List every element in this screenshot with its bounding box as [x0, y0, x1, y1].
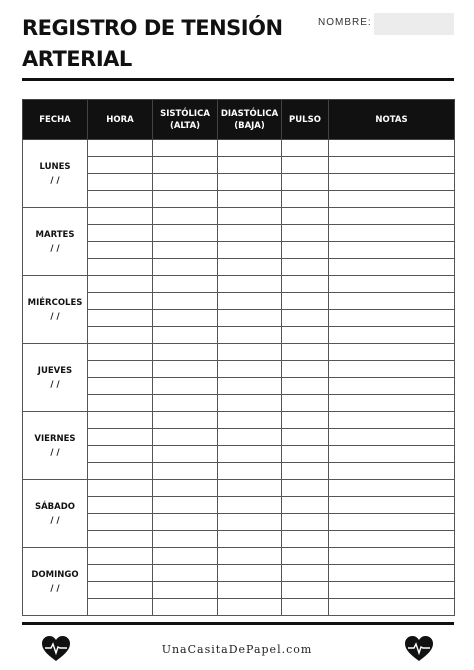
notes-cell[interactable] [329, 395, 455, 412]
notes-cell[interactable] [329, 514, 455, 531]
notes-cell[interactable] [329, 310, 455, 327]
notes-cell[interactable] [329, 344, 455, 361]
pulse-cell[interactable] [282, 429, 329, 446]
systolic-cell[interactable] [153, 565, 218, 582]
table-row [23, 208, 455, 225]
time-cell[interactable] [88, 276, 153, 293]
pulse-cell[interactable] [282, 480, 329, 497]
table-row [23, 191, 455, 208]
notes-cell[interactable] [329, 293, 455, 310]
pulse-cell[interactable] [282, 548, 329, 565]
column-header-hora: HORA [88, 100, 153, 140]
pulse-cell[interactable] [282, 293, 329, 310]
table-row [23, 157, 455, 174]
table-header-row [23, 100, 455, 140]
systolic-cell[interactable] [153, 310, 218, 327]
systolic-cell[interactable] [153, 191, 218, 208]
name-field[interactable] [374, 13, 454, 35]
notes-cell[interactable] [329, 208, 455, 225]
table-row [23, 599, 455, 616]
time-cell[interactable] [88, 446, 153, 463]
pulse-cell[interactable] [282, 565, 329, 582]
time-cell[interactable] [88, 463, 153, 480]
date-cell[interactable] [23, 548, 88, 616]
systolic-cell[interactable] [153, 497, 218, 514]
notes-cell[interactable] [329, 480, 455, 497]
systolic-cell[interactable] [153, 361, 218, 378]
date-blank[interactable]: / / [50, 311, 60, 322]
date-blank[interactable]: / / [50, 447, 60, 458]
notes-cell[interactable] [329, 565, 455, 582]
table-row [23, 344, 455, 361]
table-row [23, 531, 455, 548]
time-cell[interactable] [88, 531, 153, 548]
diastolic-cell[interactable] [218, 157, 282, 174]
pulse-cell[interactable] [282, 174, 329, 191]
table-row [23, 140, 455, 157]
diastolic-cell[interactable] [218, 361, 282, 378]
pulse-cell[interactable] [282, 599, 329, 616]
notes-cell[interactable] [329, 429, 455, 446]
pulse-cell[interactable] [282, 225, 329, 242]
diastolic-cell[interactable] [218, 446, 282, 463]
table-row [23, 361, 455, 378]
pulse-cell[interactable] [282, 463, 329, 480]
date-blank[interactable]: / / [50, 515, 60, 526]
table-row [23, 565, 455, 582]
systolic-cell[interactable] [153, 463, 218, 480]
notes-cell[interactable] [329, 548, 455, 565]
time-cell[interactable] [88, 548, 153, 565]
pulse-cell[interactable] [282, 208, 329, 225]
time-cell[interactable] [88, 395, 153, 412]
notes-cell[interactable] [329, 582, 455, 599]
diastolic-cell[interactable] [218, 140, 282, 157]
time-cell[interactable] [88, 480, 153, 497]
table-row [23, 395, 455, 412]
time-cell[interactable] [88, 310, 153, 327]
name-label: NOMBRE: [318, 17, 372, 28]
pulse-cell[interactable] [282, 157, 329, 174]
column-header-pulso: PULSO [282, 100, 329, 140]
systolic-cell[interactable] [153, 140, 218, 157]
systolic-cell[interactable] [153, 548, 218, 565]
notes-cell[interactable] [329, 463, 455, 480]
pulse-cell[interactable] [282, 497, 329, 514]
date-cell[interactable] [23, 208, 88, 276]
notes-cell[interactable] [329, 412, 455, 429]
systolic-cell[interactable] [153, 208, 218, 225]
systolic-cell[interactable] [153, 395, 218, 412]
systolic-cell[interactable] [153, 259, 218, 276]
time-cell[interactable] [88, 565, 153, 582]
diastolic-cell[interactable] [218, 259, 282, 276]
table-row [23, 548, 455, 565]
diastolic-cell[interactable] [218, 599, 282, 616]
day-name: SÁBADO [34, 501, 76, 512]
systolic-cell[interactable] [153, 242, 218, 259]
diastolic-cell[interactable] [218, 242, 282, 259]
table-row [23, 225, 455, 242]
diastolic-cell[interactable] [218, 582, 282, 599]
header-divider [22, 78, 454, 81]
systolic-cell[interactable] [153, 599, 218, 616]
table-body [23, 140, 455, 616]
diastolic-cell[interactable] [218, 395, 282, 412]
notes-cell[interactable] [329, 191, 455, 208]
systolic-cell[interactable] [153, 225, 218, 242]
systolic-cell[interactable] [153, 446, 218, 463]
table-row [23, 582, 455, 599]
table-row [23, 412, 455, 429]
date-cell[interactable] [23, 140, 88, 208]
table-row [23, 446, 455, 463]
table-row [23, 174, 455, 191]
blood-pressure-log-table [22, 99, 455, 616]
pulse-cell[interactable] [282, 344, 329, 361]
table-row [23, 514, 455, 531]
systolic-cell[interactable] [153, 429, 218, 446]
table-row [23, 327, 455, 344]
systolic-cell[interactable] [153, 276, 218, 293]
systolic-cell[interactable] [153, 582, 218, 599]
diastolic-cell[interactable] [218, 565, 282, 582]
diastolic-cell[interactable] [218, 548, 282, 565]
diastolic-cell[interactable] [218, 327, 282, 344]
table-row [23, 497, 455, 514]
pulse-cell[interactable] [282, 140, 329, 157]
pulse-cell[interactable] [282, 446, 329, 463]
diastolic-cell[interactable] [218, 497, 282, 514]
table-row [23, 242, 455, 259]
heart-pulse-icon [405, 636, 433, 662]
diastolic-cell[interactable] [218, 429, 282, 446]
diastolic-cell[interactable] [218, 310, 282, 327]
footer-website: UnaCasitaDePapel.com [161, 643, 313, 656]
systolic-cell[interactable] [153, 327, 218, 344]
page-title: REGISTRO DE TENSIÓN ARTERIAL [22, 16, 283, 71]
time-cell[interactable] [88, 378, 153, 395]
notes-cell[interactable] [329, 446, 455, 463]
diastolic-cell[interactable] [218, 276, 282, 293]
pulse-cell[interactable] [282, 531, 329, 548]
pulse-cell[interactable] [282, 276, 329, 293]
notes-cell[interactable] [329, 242, 455, 259]
diastolic-cell[interactable] [218, 514, 282, 531]
diastolic-cell[interactable] [218, 480, 282, 497]
time-cell[interactable] [88, 361, 153, 378]
notes-cell[interactable] [329, 327, 455, 344]
time-cell[interactable] [88, 582, 153, 599]
diastolic-cell[interactable] [218, 378, 282, 395]
diastolic-cell[interactable] [218, 191, 282, 208]
systolic-cell[interactable] [153, 378, 218, 395]
day-name: DOMINGO [31, 569, 79, 580]
notes-cell[interactable] [329, 497, 455, 514]
time-cell[interactable] [88, 327, 153, 344]
date-blank[interactable]: / / [50, 379, 60, 390]
time-cell[interactable] [88, 157, 153, 174]
date-blank[interactable]: / / [50, 175, 60, 186]
date-cell[interactable] [23, 344, 88, 412]
table-row [23, 276, 455, 293]
notes-cell[interactable] [329, 531, 455, 548]
time-cell[interactable] [88, 225, 153, 242]
table-row [23, 429, 455, 446]
pulse-cell[interactable] [282, 310, 329, 327]
column-header-sistolica: SISTÓLICA (ALTA) [153, 100, 218, 140]
pulse-cell[interactable] [282, 191, 329, 208]
diastolic-cell[interactable] [218, 293, 282, 310]
systolic-cell[interactable] [153, 174, 218, 191]
time-cell[interactable] [88, 191, 153, 208]
time-cell[interactable] [88, 208, 153, 225]
table-row [23, 293, 455, 310]
notes-cell[interactable] [329, 378, 455, 395]
systolic-cell[interactable] [153, 412, 218, 429]
diastolic-cell[interactable] [218, 531, 282, 548]
diastolic-cell[interactable] [218, 225, 282, 242]
time-cell[interactable] [88, 412, 153, 429]
systolic-cell[interactable] [153, 293, 218, 310]
pulse-cell[interactable] [282, 242, 329, 259]
diastolic-cell[interactable] [218, 208, 282, 225]
systolic-cell[interactable] [153, 514, 218, 531]
day-name: MARTES [35, 229, 75, 240]
day-name: JUEVES [37, 365, 73, 376]
time-cell[interactable] [88, 497, 153, 514]
notes-cell[interactable] [329, 174, 455, 191]
date-blank[interactable]: / / [50, 583, 60, 594]
date-blank[interactable]: / / [50, 243, 60, 254]
pulse-cell[interactable] [282, 412, 329, 429]
table-row [23, 463, 455, 480]
notes-cell[interactable] [329, 225, 455, 242]
pulse-cell[interactable] [282, 378, 329, 395]
diastolic-cell[interactable] [218, 174, 282, 191]
column-header-diastolica: DIASTÓLICA (BAJA) [218, 100, 282, 140]
table-row [23, 310, 455, 327]
notes-cell[interactable] [329, 157, 455, 174]
pulse-cell[interactable] [282, 395, 329, 412]
notes-cell[interactable] [329, 140, 455, 157]
time-cell[interactable] [88, 344, 153, 361]
time-cell[interactable] [88, 174, 153, 191]
systolic-cell[interactable] [153, 344, 218, 361]
pulse-cell[interactable] [282, 514, 329, 531]
column-header-notas: NOTAS [329, 100, 455, 140]
date-cell[interactable] [23, 276, 88, 344]
pulse-cell[interactable] [282, 327, 329, 344]
table-row [23, 480, 455, 497]
notes-cell[interactable] [329, 599, 455, 616]
day-name: MIÉRCOLES [27, 297, 83, 308]
date-cell[interactable] [23, 412, 88, 480]
time-cell[interactable] [88, 514, 153, 531]
systolic-cell[interactable] [153, 531, 218, 548]
pulse-cell[interactable] [282, 582, 329, 599]
systolic-cell[interactable] [153, 480, 218, 497]
time-cell[interactable] [88, 599, 153, 616]
time-cell[interactable] [88, 293, 153, 310]
time-cell[interactable] [88, 429, 153, 446]
diastolic-cell[interactable] [218, 344, 282, 361]
day-name: VIERNES [34, 433, 76, 444]
table-row [23, 259, 455, 276]
notes-cell[interactable] [329, 259, 455, 276]
pulse-cell[interactable] [282, 259, 329, 276]
time-cell[interactable] [88, 140, 153, 157]
time-cell[interactable] [88, 242, 153, 259]
diastolic-cell[interactable] [218, 412, 282, 429]
pulse-cell[interactable] [282, 361, 329, 378]
systolic-cell[interactable] [153, 157, 218, 174]
time-cell[interactable] [88, 259, 153, 276]
diastolic-cell[interactable] [218, 463, 282, 480]
table-row [23, 378, 455, 395]
column-header-fecha: FECHA [23, 100, 88, 140]
footer-divider [22, 622, 454, 625]
date-cell[interactable] [23, 480, 88, 548]
notes-cell[interactable] [329, 361, 455, 378]
notes-cell[interactable] [329, 276, 455, 293]
day-name: LUNES [39, 161, 71, 172]
